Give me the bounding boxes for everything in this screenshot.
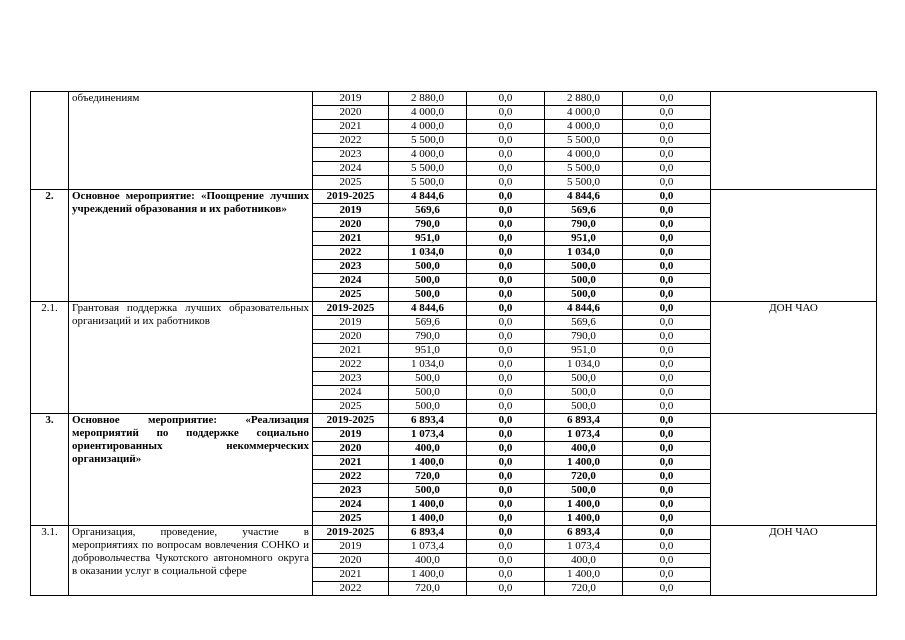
item-index: 2. bbox=[31, 190, 69, 302]
value-cell: 1 073,4 bbox=[545, 428, 623, 442]
value-cell: 2 880,0 bbox=[389, 92, 467, 106]
year-cell: 2025 bbox=[313, 400, 389, 414]
value-cell: 1 034,0 bbox=[389, 358, 467, 372]
year-cell: 2020 bbox=[313, 442, 389, 456]
item-name: объединениям bbox=[69, 92, 313, 190]
value-cell: 0,0 bbox=[623, 316, 711, 330]
value-cell: 0,0 bbox=[467, 344, 545, 358]
responsible-executor: ДОН ЧАО bbox=[711, 302, 877, 414]
value-cell: 6 893,4 bbox=[389, 526, 467, 540]
value-cell: 0,0 bbox=[467, 484, 545, 498]
value-cell: 0,0 bbox=[467, 204, 545, 218]
year-cell: 2025 bbox=[313, 176, 389, 190]
value-cell: 0,0 bbox=[623, 92, 711, 106]
value-cell: 951,0 bbox=[389, 344, 467, 358]
value-cell: 0,0 bbox=[623, 400, 711, 414]
value-cell: 400,0 bbox=[545, 442, 623, 456]
year-cell: 2023 bbox=[313, 484, 389, 498]
value-cell: 0,0 bbox=[467, 162, 545, 176]
value-cell: 0,0 bbox=[623, 106, 711, 120]
year-cell: 2024 bbox=[313, 386, 389, 400]
value-cell: 0,0 bbox=[623, 498, 711, 512]
value-cell: 0,0 bbox=[467, 330, 545, 344]
value-cell: 500,0 bbox=[389, 260, 467, 274]
value-cell: 5 500,0 bbox=[389, 134, 467, 148]
year-cell: 2024 bbox=[313, 162, 389, 176]
value-cell: 1 400,0 bbox=[545, 498, 623, 512]
value-cell: 1 073,4 bbox=[389, 428, 467, 442]
value-cell: 0,0 bbox=[623, 162, 711, 176]
value-cell: 0,0 bbox=[623, 302, 711, 316]
value-cell: 1 034,0 bbox=[545, 246, 623, 260]
year-cell: 2020 bbox=[313, 218, 389, 232]
year-cell: 2023 bbox=[313, 260, 389, 274]
year-cell: 2019 bbox=[313, 428, 389, 442]
value-cell: 4 844,6 bbox=[545, 190, 623, 204]
value-cell: 0,0 bbox=[467, 428, 545, 442]
value-cell: 0,0 bbox=[623, 134, 711, 148]
value-cell: 0,0 bbox=[623, 120, 711, 134]
value-cell: 0,0 bbox=[623, 414, 711, 428]
year-cell: 2022 bbox=[313, 470, 389, 484]
year-cell: 2019-2025 bbox=[313, 190, 389, 204]
year-cell: 2021 bbox=[313, 568, 389, 582]
year-cell: 2025 bbox=[313, 288, 389, 302]
value-cell: 0,0 bbox=[467, 512, 545, 526]
item-name: Грантовая поддержка лучших образовательных организаций и их работников bbox=[69, 302, 313, 414]
value-cell: 720,0 bbox=[389, 470, 467, 484]
value-cell: 0,0 bbox=[467, 386, 545, 400]
value-cell: 1 400,0 bbox=[389, 568, 467, 582]
value-cell: 0,0 bbox=[467, 540, 545, 554]
year-cell: 2023 bbox=[313, 148, 389, 162]
value-cell: 0,0 bbox=[467, 218, 545, 232]
item-index: 2.1. bbox=[31, 302, 69, 414]
value-cell: 4 000,0 bbox=[389, 106, 467, 120]
value-cell: 0,0 bbox=[623, 386, 711, 400]
value-cell: 500,0 bbox=[389, 274, 467, 288]
value-cell: 720,0 bbox=[545, 470, 623, 484]
value-cell: 0,0 bbox=[467, 288, 545, 302]
value-cell: 0,0 bbox=[467, 358, 545, 372]
year-cell: 2025 bbox=[313, 512, 389, 526]
value-cell: 500,0 bbox=[389, 372, 467, 386]
value-cell: 6 893,4 bbox=[545, 526, 623, 540]
value-cell: 0,0 bbox=[467, 106, 545, 120]
year-cell: 2024 bbox=[313, 274, 389, 288]
responsible-executor bbox=[711, 190, 877, 302]
value-cell: 400,0 bbox=[389, 554, 467, 568]
year-cell: 2019 bbox=[313, 92, 389, 106]
value-cell: 951,0 bbox=[545, 232, 623, 246]
responsible-executor bbox=[711, 92, 877, 190]
year-cell: 2022 bbox=[313, 582, 389, 596]
value-cell: 0,0 bbox=[623, 554, 711, 568]
value-cell: 0,0 bbox=[623, 568, 711, 582]
value-cell: 500,0 bbox=[545, 386, 623, 400]
value-cell: 1 034,0 bbox=[389, 246, 467, 260]
value-cell: 0,0 bbox=[467, 498, 545, 512]
table-row bbox=[31, 526, 877, 540]
value-cell: 951,0 bbox=[545, 344, 623, 358]
table-row bbox=[31, 190, 877, 204]
value-cell: 720,0 bbox=[389, 582, 467, 596]
year-cell: 2020 bbox=[313, 330, 389, 344]
value-cell: 1 400,0 bbox=[545, 568, 623, 582]
value-cell: 500,0 bbox=[389, 386, 467, 400]
value-cell: 0,0 bbox=[467, 246, 545, 260]
value-cell: 4 000,0 bbox=[545, 120, 623, 134]
value-cell: 0,0 bbox=[467, 582, 545, 596]
value-cell: 5 500,0 bbox=[545, 162, 623, 176]
value-cell: 0,0 bbox=[623, 372, 711, 386]
value-cell: 0,0 bbox=[623, 148, 711, 162]
value-cell: 0,0 bbox=[467, 134, 545, 148]
value-cell: 0,0 bbox=[623, 190, 711, 204]
value-cell: 5 500,0 bbox=[545, 134, 623, 148]
value-cell: 4 844,6 bbox=[389, 190, 467, 204]
value-cell: 0,0 bbox=[467, 442, 545, 456]
item-name: Основное мероприятие: «Реализация мероприятий по поддержке социально ориентированных некоммерческих организаций» bbox=[69, 414, 313, 526]
value-cell: 790,0 bbox=[389, 330, 467, 344]
item-name: Основное мероприятие: «Поощрение лучших учреждений образования и их работников» bbox=[69, 190, 313, 302]
responsible-executor: ДОН ЧАО bbox=[711, 526, 877, 596]
table-row bbox=[31, 302, 877, 316]
value-cell: 0,0 bbox=[467, 190, 545, 204]
value-cell: 5 500,0 bbox=[545, 176, 623, 190]
value-cell: 4 000,0 bbox=[389, 148, 467, 162]
table-body bbox=[31, 92, 877, 596]
value-cell: 1 400,0 bbox=[389, 498, 467, 512]
year-cell: 2019-2025 bbox=[313, 302, 389, 316]
value-cell: 0,0 bbox=[623, 540, 711, 554]
value-cell: 0,0 bbox=[467, 456, 545, 470]
value-cell: 0,0 bbox=[623, 176, 711, 190]
value-cell: 0,0 bbox=[467, 568, 545, 582]
year-cell: 2021 bbox=[313, 344, 389, 358]
value-cell: 0,0 bbox=[467, 554, 545, 568]
value-cell: 2 880,0 bbox=[545, 92, 623, 106]
value-cell: 0,0 bbox=[623, 428, 711, 442]
value-cell: 1 073,4 bbox=[545, 540, 623, 554]
value-cell: 0,0 bbox=[623, 484, 711, 498]
value-cell: 0,0 bbox=[467, 526, 545, 540]
value-cell: 0,0 bbox=[623, 582, 711, 596]
value-cell: 500,0 bbox=[389, 288, 467, 302]
value-cell: 4 844,6 bbox=[545, 302, 623, 316]
value-cell: 0,0 bbox=[623, 218, 711, 232]
value-cell: 0,0 bbox=[467, 92, 545, 106]
value-cell: 4 844,6 bbox=[389, 302, 467, 316]
value-cell: 569,6 bbox=[389, 316, 467, 330]
value-cell: 0,0 bbox=[467, 232, 545, 246]
item-index: 3.1. bbox=[31, 526, 69, 596]
item-index bbox=[31, 92, 69, 190]
year-cell: 2019 bbox=[313, 316, 389, 330]
value-cell: 500,0 bbox=[545, 372, 623, 386]
value-cell: 4 000,0 bbox=[389, 120, 467, 134]
year-cell: 2019 bbox=[313, 204, 389, 218]
value-cell: 500,0 bbox=[389, 484, 467, 498]
value-cell: 0,0 bbox=[623, 358, 711, 372]
value-cell: 500,0 bbox=[545, 288, 623, 302]
value-cell: 0,0 bbox=[623, 232, 711, 246]
year-cell: 2024 bbox=[313, 498, 389, 512]
value-cell: 500,0 bbox=[545, 400, 623, 414]
year-cell: 2020 bbox=[313, 106, 389, 120]
value-cell: 1 034,0 bbox=[545, 358, 623, 372]
value-cell: 0,0 bbox=[467, 302, 545, 316]
value-cell: 6 893,4 bbox=[545, 414, 623, 428]
value-cell: 4 000,0 bbox=[545, 106, 623, 120]
responsible-executor bbox=[711, 414, 877, 526]
table-row bbox=[31, 92, 877, 106]
value-cell: 1 400,0 bbox=[389, 512, 467, 526]
value-cell: 0,0 bbox=[467, 470, 545, 484]
year-cell: 2019 bbox=[313, 540, 389, 554]
budget-table bbox=[30, 91, 877, 596]
year-cell: 2022 bbox=[313, 246, 389, 260]
value-cell: 0,0 bbox=[623, 260, 711, 274]
value-cell: 951,0 bbox=[389, 232, 467, 246]
value-cell: 790,0 bbox=[389, 218, 467, 232]
value-cell: 1 400,0 bbox=[389, 456, 467, 470]
value-cell: 720,0 bbox=[545, 582, 623, 596]
value-cell: 6 893,4 bbox=[389, 414, 467, 428]
value-cell: 569,6 bbox=[389, 204, 467, 218]
value-cell: 0,0 bbox=[623, 246, 711, 260]
year-cell: 2021 bbox=[313, 120, 389, 134]
year-cell: 2021 bbox=[313, 232, 389, 246]
value-cell: 500,0 bbox=[389, 400, 467, 414]
value-cell: 569,6 bbox=[545, 316, 623, 330]
year-cell: 2023 bbox=[313, 372, 389, 386]
year-cell: 2021 bbox=[313, 456, 389, 470]
value-cell: 569,6 bbox=[545, 204, 623, 218]
table-row bbox=[31, 414, 877, 428]
value-cell: 0,0 bbox=[623, 330, 711, 344]
value-cell: 0,0 bbox=[467, 414, 545, 428]
value-cell: 790,0 bbox=[545, 330, 623, 344]
value-cell: 0,0 bbox=[467, 316, 545, 330]
value-cell: 5 500,0 bbox=[389, 162, 467, 176]
value-cell: 0,0 bbox=[467, 148, 545, 162]
value-cell: 790,0 bbox=[545, 218, 623, 232]
value-cell: 0,0 bbox=[623, 442, 711, 456]
value-cell: 400,0 bbox=[389, 442, 467, 456]
value-cell: 0,0 bbox=[467, 260, 545, 274]
value-cell: 0,0 bbox=[623, 288, 711, 302]
value-cell: 1 073,4 bbox=[389, 540, 467, 554]
value-cell: 0,0 bbox=[623, 470, 711, 484]
value-cell: 0,0 bbox=[467, 176, 545, 190]
year-cell: 2022 bbox=[313, 358, 389, 372]
value-cell: 4 000,0 bbox=[545, 148, 623, 162]
value-cell: 0,0 bbox=[623, 512, 711, 526]
value-cell: 0,0 bbox=[467, 372, 545, 386]
item-name: Организация, проведение, участие в мероприятиях по вопросам вовлечения СОНКО и добровольчества Чукотского автономного округа в оказании услуг в социальной сфере bbox=[69, 526, 313, 596]
value-cell: 0,0 bbox=[623, 274, 711, 288]
value-cell: 0,0 bbox=[623, 204, 711, 218]
year-cell: 2022 bbox=[313, 134, 389, 148]
value-cell: 400,0 bbox=[545, 554, 623, 568]
value-cell: 500,0 bbox=[545, 484, 623, 498]
value-cell: 1 400,0 bbox=[545, 512, 623, 526]
year-cell: 2020 bbox=[313, 554, 389, 568]
year-cell: 2019-2025 bbox=[313, 526, 389, 540]
value-cell: 0,0 bbox=[623, 526, 711, 540]
value-cell: 5 500,0 bbox=[389, 176, 467, 190]
value-cell: 0,0 bbox=[623, 456, 711, 470]
year-cell: 2019-2025 bbox=[313, 414, 389, 428]
value-cell: 0,0 bbox=[467, 400, 545, 414]
value-cell: 1 400,0 bbox=[545, 456, 623, 470]
value-cell: 0,0 bbox=[467, 120, 545, 134]
value-cell: 0,0 bbox=[467, 274, 545, 288]
value-cell: 500,0 bbox=[545, 260, 623, 274]
item-index: 3. bbox=[31, 414, 69, 526]
value-cell: 500,0 bbox=[545, 274, 623, 288]
value-cell: 0,0 bbox=[623, 344, 711, 358]
